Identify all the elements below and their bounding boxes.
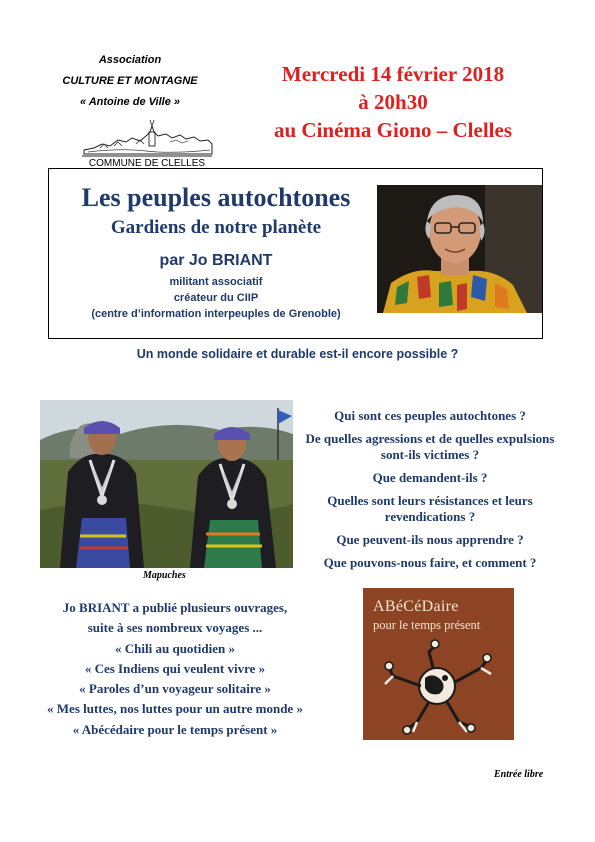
- question-item: Que peuvent-ils nous apprendre ?: [336, 532, 524, 547]
- photo-caption: Mapuches: [143, 570, 186, 581]
- book-cover-title: ABéCéDaire: [373, 598, 459, 615]
- event-time: à 20h30: [358, 90, 428, 114]
- association-name: CULTURE ET MONTAGNE: [62, 75, 198, 87]
- talk-title: Les peuples autochtones: [81, 183, 351, 212]
- book-cover-subtitle: pour le temps présent: [373, 618, 481, 632]
- speaker-description: [60, 274, 372, 322]
- publications-list: [25, 598, 325, 740]
- book-cover: [363, 588, 514, 740]
- question-item: De quelles agressions et de quelles expulsions sont-ils victimes ?: [305, 431, 555, 462]
- publications-intro-2: suite à ses nombreux voyages ...: [87, 620, 263, 636]
- commune-logo-text: COMMUNE DE CLELLES: [88, 158, 206, 168]
- speaker-desc-line-1: militant associatif: [169, 276, 263, 288]
- talk-subtitle: Gardiens de notre planète: [110, 217, 322, 238]
- commune-logo: [80, 118, 214, 168]
- publication-title: « Paroles d’un voyageur solitaire »: [79, 681, 271, 697]
- event-date: Mercredi 14 février 2018: [281, 62, 505, 86]
- association-block: [62, 50, 198, 113]
- question-item: Quelles sont leurs résistances et leurs revendications ?: [327, 493, 533, 524]
- speaker-name: par Jo BRIANT: [159, 252, 273, 269]
- tagline: Un monde solidaire et durable est-il encore possible ?: [136, 347, 459, 361]
- mapuche-photo: [40, 400, 293, 568]
- speaker-desc-line-2: créateur du CIIP: [173, 292, 259, 304]
- question-item: Que demandent-ils ?: [372, 470, 488, 485]
- publication-title: « Abécédaire pour le temps présent »: [72, 721, 278, 737]
- event-venue: au Cinéma Giono – Clelles: [273, 118, 512, 142]
- questions-list: [302, 408, 558, 578]
- publication-title: « Ces Indiens qui veulent vivre »: [84, 660, 266, 676]
- event-info: [228, 60, 558, 144]
- publication-title: « Chili au quotidien »: [115, 640, 235, 656]
- speaker-desc-line-3: (centre d’information interpeuples de Grenoble): [91, 308, 341, 320]
- association-label: Association: [98, 54, 162, 66]
- entry-note: Entrée libre: [494, 769, 544, 780]
- question-item: Que pouvons-nous faire, et comment ?: [323, 555, 537, 570]
- association-subname: « Antoine de Ville »: [79, 96, 181, 108]
- question-item: Qui sont ces peuples autochtones ?: [334, 408, 526, 423]
- book-cover-illustration: [363, 638, 514, 740]
- speaker-portrait: [377, 185, 542, 313]
- publication-title: « Mes luttes, nos luttes pour un autre monde »: [47, 701, 303, 717]
- publications-intro-1: Jo BRIANT a publié plusieurs ouvrages,: [62, 600, 288, 615]
